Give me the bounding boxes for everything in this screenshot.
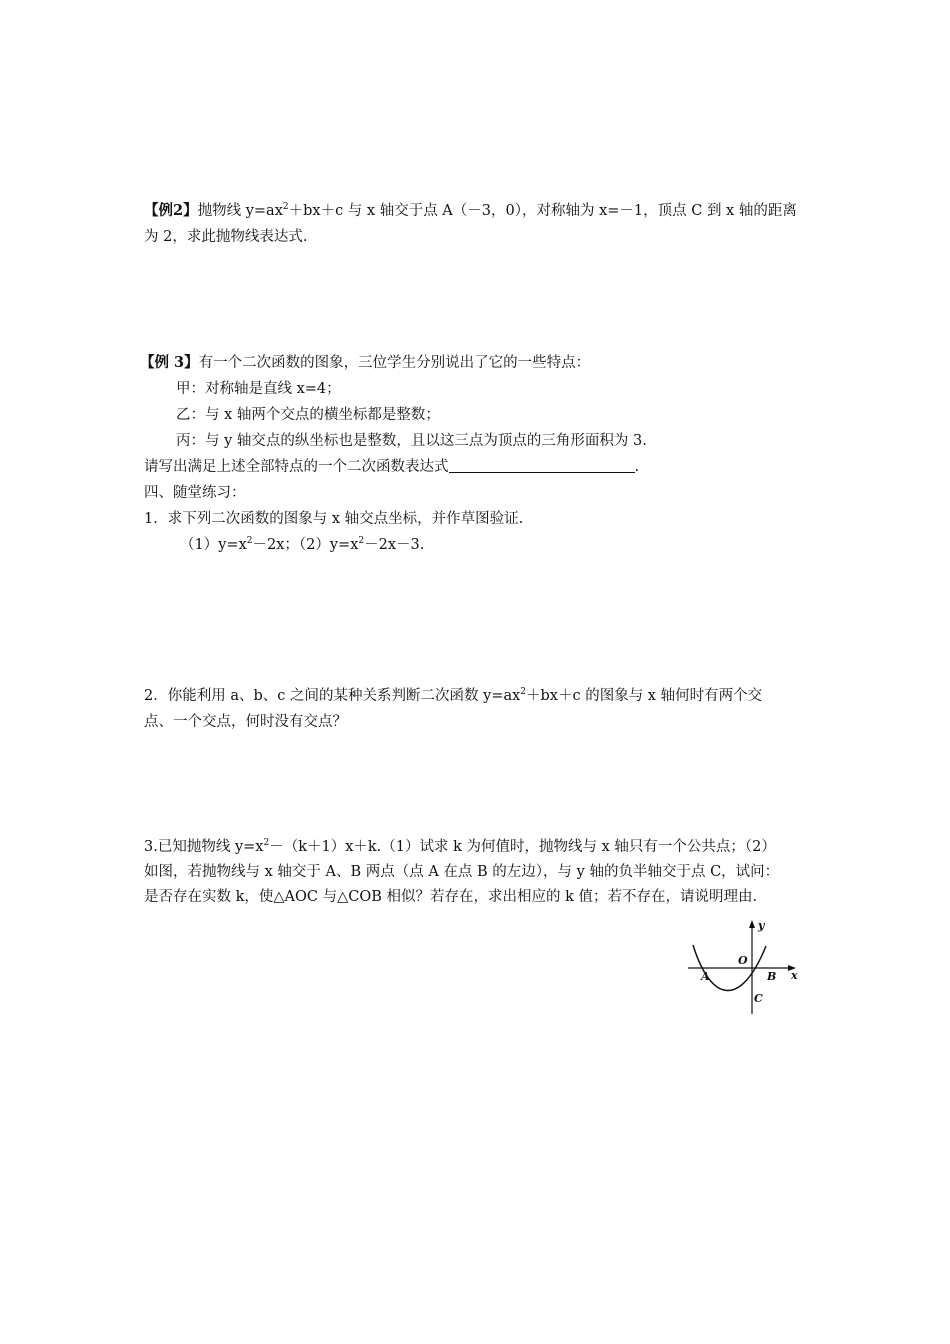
exponent: 2	[358, 536, 365, 546]
question3-text: －（k＋1）x＋k.（1）试求 k 为何值时，抛物线与 x 轴只有一个公共点；（2）	[269, 839, 776, 855]
origin-label: O	[738, 954, 748, 967]
exponent: 2	[263, 838, 270, 848]
y-axis-arrow	[749, 920, 755, 928]
question3-line1	[144, 837, 776, 857]
statement-jia: 甲：对称轴是直线 x=4；	[176, 381, 341, 397]
question2-line2: 点、一个交点，何时没有交点？	[144, 714, 347, 730]
point-c-label: C	[754, 992, 763, 1005]
section-heading: 四、随堂练习：	[144, 485, 246, 501]
question1-part-text: （1）y=x	[180, 537, 247, 553]
exponent: 2	[520, 687, 526, 697]
example3-intro: 有一个二次函数的图象，三位学生分别说出了它的一些特点：	[198, 355, 591, 371]
question2-text: ＋bx＋c 的图象与 x 轴何时有两个交	[526, 688, 763, 704]
example2-tag: 【例2】	[144, 202, 198, 219]
point-a-label: A	[701, 970, 710, 983]
example3-ask: 请写出满足上述全部特点的一个二次函数表达式	[144, 459, 449, 475]
question1-part-text: －2x；（2）y=x	[252, 537, 359, 553]
question1-part-text: －2x－3.	[364, 537, 425, 553]
exponent: 2	[246, 536, 253, 546]
exponent: 2	[282, 202, 289, 212]
y-axis-label: y	[758, 919, 765, 932]
question2-line1	[144, 686, 762, 706]
example2-line2: 为 2，求此抛物线表达式.	[144, 229, 308, 245]
parabola-figure	[686, 918, 806, 1023]
example2-text: 抛物线 y=ax	[197, 203, 283, 219]
question3-line2: 如图，若抛物线与 x 轴交于 A、B 两点（点 A 在点 B 的左边），与 y 轴的负半轴交于点 C，试问：	[144, 864, 780, 880]
question1-parts	[180, 535, 424, 555]
question2-text: 2．你能利用 a、b、c 之间的某种关系判断二次函数 y=ax	[144, 688, 521, 704]
point-b-label: B	[767, 970, 777, 983]
example3-ask-end: .	[634, 459, 640, 475]
example3-question	[144, 457, 639, 477]
statement-bing: 丙：与 y 轴交点的纵坐标也是整数，且以这三点为顶点的三角形面积为 3.	[176, 433, 647, 449]
example3-line1	[140, 353, 590, 373]
question3-text: 3.已知抛物线 y=x	[144, 839, 264, 855]
question1-text: 1．求下列二次函数的图象与 x 轴交点坐标，并作草图验证.	[144, 511, 524, 527]
example2-line1	[144, 201, 797, 221]
example2-text: ＋bx＋c 与 x 轴交于点 A（－3，0），对称轴为 x=－1，顶点 C 到 x 轴的距离	[288, 203, 797, 219]
answer-blank[interactable]	[449, 458, 635, 473]
statement-yi: 乙：与 x 轴两个交点的横坐标都是整数；	[176, 407, 440, 423]
question3-line3: 是否存在实数 k，使△AOC 与△COB 相似？若存在，求出相应的 k 值；若不存在，请说明理由.	[144, 889, 758, 905]
x-axis-label: x	[791, 969, 798, 982]
example3-tag: 【例 3】	[140, 354, 199, 371]
